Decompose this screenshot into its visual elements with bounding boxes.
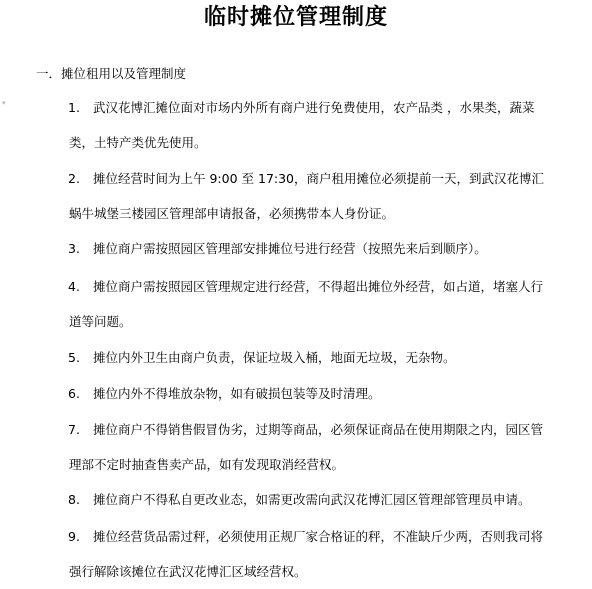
rule-number: 3.: [68, 241, 80, 256]
rule-item-continuation: 类，土特产类优先使用。: [69, 135, 207, 150]
margin-marker-icon: ▾: [2, 99, 6, 107]
rule-text: 摊位商户不得私自更改业态，如需更改需向武汉花博汇园区管理部管理员申请。: [93, 492, 531, 507]
rule-number: 5.: [68, 350, 80, 365]
section-heading: 一．摊位租用以及管理制度: [36, 66, 187, 81]
rule-item-continuation: 蜗牛城堡三楼园区管理部申请报备，必须携带本人身份证。: [69, 206, 395, 221]
rule-number: 2.: [68, 171, 80, 186]
rule-text: 摊位内外卫生由商户负责，保证垃圾入桶，地面无垃圾，无杂物。: [93, 350, 456, 365]
rule-text: 摊位经营货品需过秤，必须使用正规厂家合格证的秤，不准缺斤少两，否则我司将: [93, 529, 544, 544]
rule-item-line: [68, 278, 543, 296]
rule-text: 摊位商户需按照园区管理部安排摊位号进行经营（按照先来后到顺序）。: [93, 241, 487, 256]
rule-number: 6.: [68, 386, 80, 401]
rule-number: 8.: [68, 492, 80, 507]
rule-item-line: [68, 240, 487, 258]
rule-item-line: [68, 385, 381, 403]
rule-item-line: [68, 170, 544, 188]
rule-item-line: [68, 349, 456, 367]
rule-number: 9.: [68, 529, 80, 544]
rule-item-continuation: 强行解除该摊位在武汉花博汇区域经营权。: [69, 564, 307, 579]
rule-item-line: [68, 99, 534, 117]
rule-text: 摊位经营时间为上午 9:00 至 17:30，商户租用摊位必须提前一天，到武汉花博汇: [93, 171, 545, 186]
rule-item-line: [68, 421, 543, 439]
rule-item-line: [68, 528, 543, 546]
rule-text: 摊位商户不得销售假冒伪劣，过期等商品，必须保证商品在使用期限之内，园区管: [93, 422, 544, 437]
rule-number: 1.: [68, 100, 80, 115]
rule-item-line: [68, 491, 531, 509]
rule-item-continuation: 理部不定时抽查售卖产品，如有发现取消经营权。: [69, 457, 345, 472]
rule-item-continuation: 道等问题。: [69, 314, 132, 329]
rule-number: 7.: [68, 422, 80, 437]
rule-text: 摊位内外不得堆放杂物，如有破损包装等及时清理。: [93, 386, 381, 401]
rule-number: 4.: [68, 279, 80, 294]
rule-text: 摊位商户需按照园区管理规定进行经营，不得超出摊位外经营，如占道，堵塞人行: [93, 279, 544, 294]
document-title: 临时摊位管理制度: [203, 5, 388, 30]
rule-text: 武汉花博汇摊位面对市场内外所有商户进行免费使用，农产品类 ，水果类，蔬菜: [93, 100, 535, 115]
